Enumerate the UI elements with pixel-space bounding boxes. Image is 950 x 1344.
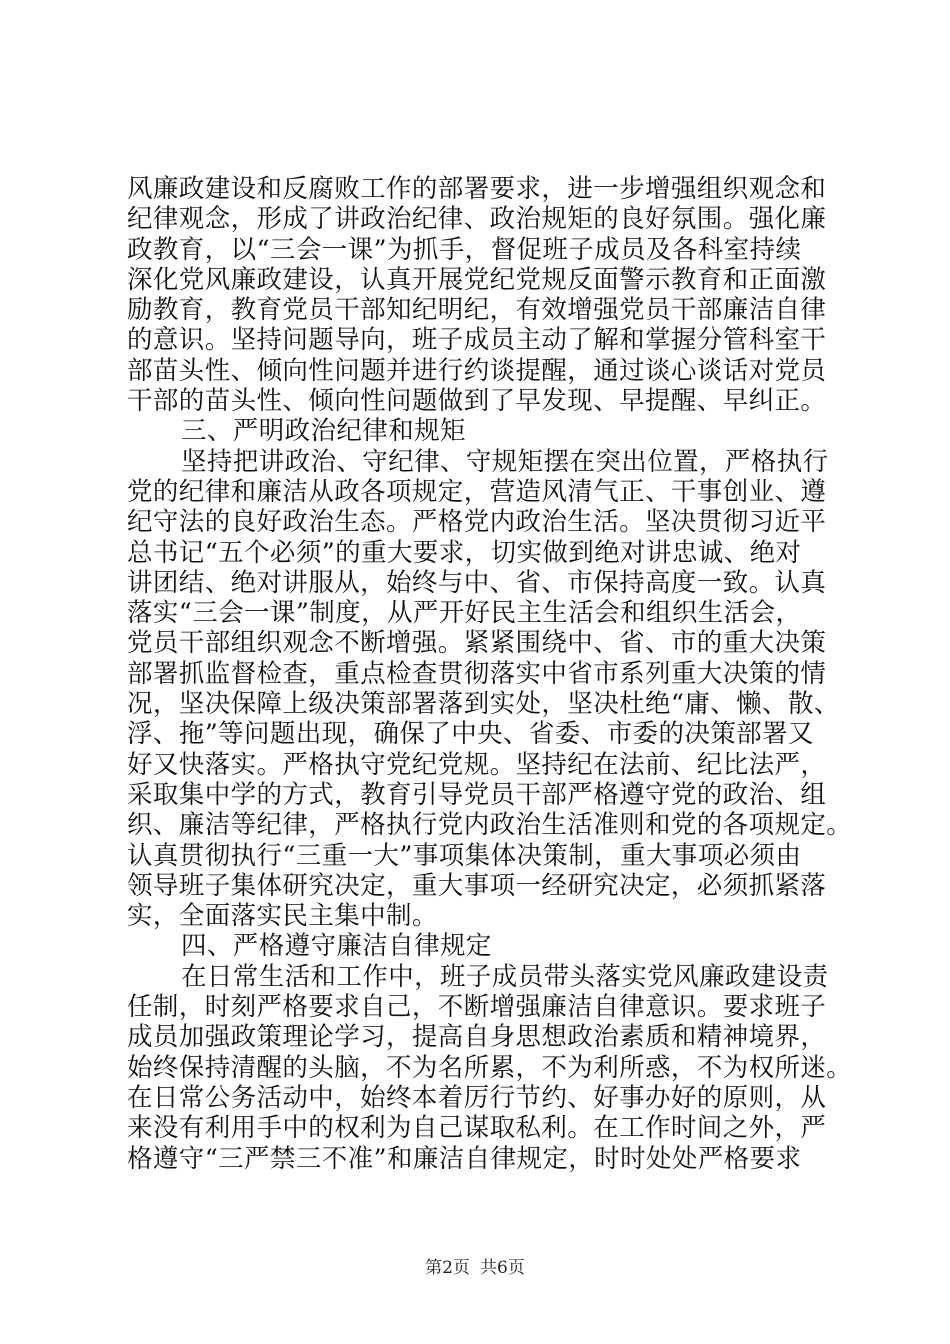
text-line: 的意识。坚持问题导向，班子成员主动了解和掌握分管科室干 xyxy=(127,325,827,356)
text-line: 干部的苗头性、倾向性问题做到了早发现、早提醒、早纠正。 xyxy=(127,386,827,417)
text-line: 落实“三会一课”制度，从严开好民主生活会和组织生活会， xyxy=(127,598,802,629)
text-line: 四、严格遵守廉洁自律规定 xyxy=(181,931,492,962)
text-line: 深化党风廉政建设，认真开展党纪党规反面警示教育和正面激 xyxy=(127,264,827,295)
text-line: 三、严明政治纪律和规矩 xyxy=(181,416,466,447)
text-line: 励教育，教育党员干部知纪明纪，有效增强党员干部廉洁自律 xyxy=(127,295,827,326)
text-line: 党员干部组织观念不断增强。紧紧围绕中、省、市的重大决策 xyxy=(127,628,827,659)
text-line: 好又快落实。严格执守党纪党规。坚持纪在法前、纪比法严， xyxy=(127,749,827,780)
page-total: 共6页 xyxy=(480,1258,525,1278)
page-footer xyxy=(0,1253,950,1278)
text-line: 况，坚决保障上级决策部署落到实处，坚决杜绝“庸、懒、散、 xyxy=(127,689,840,720)
text-line: 讲团结、绝对讲服从，始终与中、省、市保持高度一致。认真 xyxy=(127,567,827,598)
text-line: 在日常公务活动中，始终本着厉行节约、好事办好的原则，从 xyxy=(127,1082,827,1113)
text-line: 政教育，以“三会一课”为抓手，督促班子成员及各科室持续 xyxy=(127,234,802,265)
text-line: 纪律观念，形成了讲政治纪律、政治规矩的良好氛围。强化廉 xyxy=(127,204,827,235)
text-line: 浮、拖”等问题出现，确保了中央、省委、市委的决策部署又 xyxy=(127,719,814,750)
text-line: 领导班子集体研究决定，重大事项一经研究决定，必须抓紧落 xyxy=(127,870,827,901)
text-line: 坚持把讲政治、守纪律、守规矩摆在突出位置，严格执行 xyxy=(181,446,829,477)
text-line: 在日常生活和工作中，班子成员带头落实党风廉政建设责 xyxy=(181,961,829,992)
text-line: 实，全面落实民主集中制。 xyxy=(127,901,438,932)
text-line: 部署抓监督检查，重点检查贯彻落实中省市系列重大决策的情 xyxy=(127,658,827,689)
text-line: 格遵守“三严禁三不准”和廉洁自律规定，时时处处严格要求 xyxy=(127,1143,802,1174)
text-line: 纪守法的良好政治生态。严格党内政治生活。坚决贯彻习近平 xyxy=(127,507,827,538)
text-line: 始终保持清醒的头脑，不为名所累，不为利所惑，不为权所迷。 xyxy=(127,1052,853,1083)
document-body xyxy=(127,174,853,1174)
text-line: 认真贯彻执行“三重一大”事项集体决策制，重大事项必须由 xyxy=(127,840,802,871)
page-number: 第2页 xyxy=(425,1258,470,1278)
text-line: 任制，时刻严格要求自己，不断增强廉洁自律意识。要求班子 xyxy=(127,992,827,1023)
text-line: 总书记“五个必须”的重大要求，切实做到绝对讲忠诚、绝对 xyxy=(127,537,802,568)
text-line: 部苗头性、倾向性问题并进行约谈提醒，通过谈心谈话对党员 xyxy=(127,355,827,386)
text-line: 成员加强政策理论学习，提高自身思想政治素质和精神境界， xyxy=(127,1022,827,1053)
text-line: 来没有利用手中的权利为自己谋取私利。在工作时间之外，严 xyxy=(127,1113,827,1144)
text-line: 风廉政建设和反腐败工作的部署要求，进一步增强组织观念和 xyxy=(127,174,827,204)
text-line: 采取集中学的方式，教育引导党员干部严格遵守党的政治、组 xyxy=(127,779,827,810)
text-line: 党的纪律和廉洁从政各项规定，营造风清气正、干事创业、遵 xyxy=(127,476,827,507)
text-line: 织、廉洁等纪律，严格执行党内政治生活准则和党的各项规定。 xyxy=(127,810,853,841)
